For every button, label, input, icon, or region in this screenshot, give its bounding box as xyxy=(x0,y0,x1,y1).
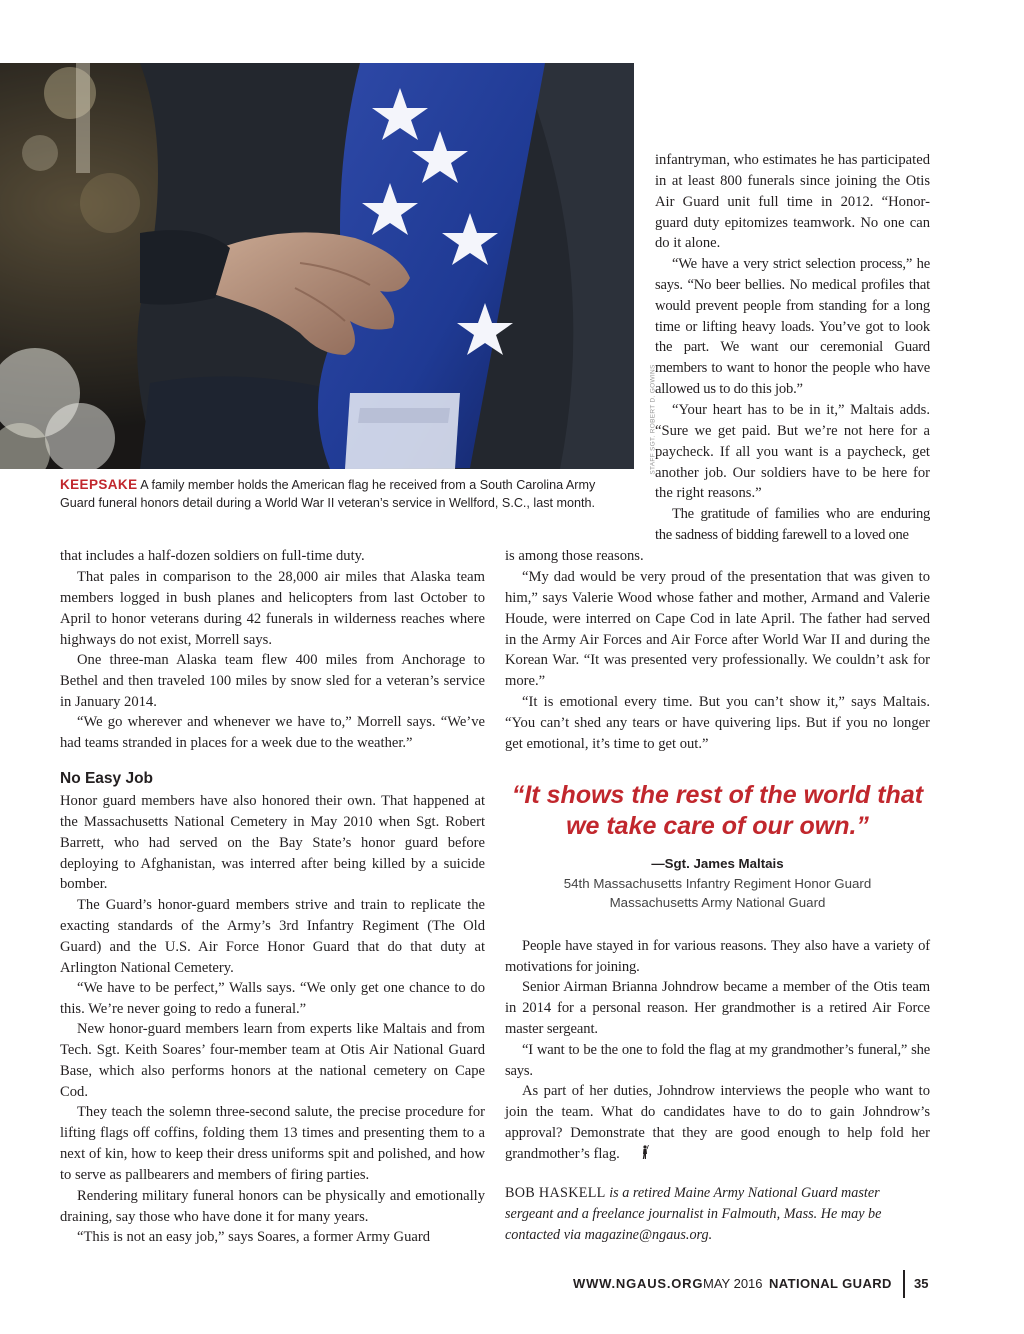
paragraph: New honor-guard members learn from experts like Maltais and from Tech. Sgt. Keith Soares’ four-member team at Otis Air National Guard Base, which also performs honors at the national cemetery on Cape Cod. xyxy=(60,1021,485,1100)
paragraph: “It is emotional every time. But you can’t show it,” says Maltais. “You can’t shed any tears or have quivering lips. But if you no longer get emotional, it’s time to get out.” xyxy=(505,694,930,752)
paragraph: “We have a very strict selection process,” he says. “No beer bellies. No medical profiles that would prevent people from standing for a long time or lifting heavy loads. You’ve got to look the part. We want our ceremonial Guard members to want to honor the people who have allowed us to do this job.” xyxy=(655,256,930,398)
footer-url[interactable]: WWW.NGAUS.ORG xyxy=(573,1276,704,1291)
author-bio-text: is a retired Maine Army National Guard master sergeant and a freelance journalist in Falmouth, Mass. He may be contacted via magazine@ngaus.org. xyxy=(505,1185,882,1243)
pull-quote-text: “It shows the rest of the world that we take care of our own.” xyxy=(511,781,924,840)
author-bio xyxy=(505,1183,930,1246)
soldier-end-mark-icon xyxy=(624,1145,632,1159)
paragraph: “My dad would be very proud of the presentation that was given to him,” says Valerie Wood whose father and mother, Armand and Valerie Houde, were interred on Cape Cod in late April. The father had served in the Army Air Forces and Air Force after World War II and during the Korean War. “It was presented very professionally. We couldn’t ask for more.” xyxy=(505,569,930,690)
paragraph: Rendering military funeral honors can be physically and emotionally draining, say those who have done it for many years. xyxy=(60,1188,485,1225)
paragraph: That pales in comparison to the 28,000 air miles that Alaska team members logged in bush planes and helicopters from last October to April to honor veterans during 42 funerals in wilderness reaches where highways do not exist, Morrell says. xyxy=(60,569,485,648)
folded-flag-photo xyxy=(0,63,634,469)
footer-magazine-name: NATIONAL GUARD xyxy=(769,1276,892,1291)
paragraph: “Your heart has to be in it,” Maltais adds. “Sure we get paid. But we’re not here for a paycheck. If all you want is a paycheck, get another job. Our soldiers have to be here for the right reasons.” xyxy=(655,402,930,502)
paragraph: Honor guard members have also honored their own. That happened at the Massachusetts National Cemetery in May 2010 when Sgt. Robert Barrett, who had served on the Bay State’s honor guard before deploying to Afghanistan, was interred after being killed by a suicide bomber. xyxy=(60,793,485,893)
page-footer xyxy=(571,1270,946,1298)
paragraph: The gratitude of families who are enduring the sadness of bidding farewell to a loved one xyxy=(655,506,930,543)
paragraph: “We have to be perfect,” Walls says. “We only get one chance to do this. We’re never going to redo a funeral.” xyxy=(60,980,485,1017)
paragraph xyxy=(505,1081,930,1164)
paragraph: People have stayed in for various reasons. They also have a variety of motivations for joining. xyxy=(505,938,930,975)
paragraph: They teach the solemn three-second salute, the precise procedure for lifting flags off coffins, folding them 13 times and presenting them to a next of kin, how to keep their dress uniforms spit and polished, and how to serve as pallbearers and members of firing parties. xyxy=(60,1104,485,1183)
footer-divider xyxy=(903,1270,905,1298)
caption-text: A family member holds the American flag he received from a South Carolina Army Guard funeral honors detail during a World War II veteran’s service in Wellford, S.C., last month. xyxy=(60,478,596,510)
author-name: BOB HASKELL xyxy=(505,1185,606,1201)
paragraph: that includes a half-dozen soldiers on full-time duty. xyxy=(60,548,365,564)
pull-quote-affiliation: Massachusetts Army National Guard xyxy=(609,895,826,910)
page-number: 35 xyxy=(914,1276,929,1291)
pull-quote-affiliation: 54th Massachusetts Infantry Regiment Honor Guard xyxy=(563,876,872,891)
footer-date: MAY 2016 xyxy=(703,1276,763,1291)
paragraph: One three-man Alaska team flew 400 miles from Anchorage to Bethel and then traveled 100 miles by snow sled for a veteran’s service in January 2014. xyxy=(60,652,485,710)
pull-quote xyxy=(505,780,930,912)
paragraph: Senior Airman Brianna Johndrow became a member of the Otis team in 2014 for a personal reason. Her grandmother is a retired Air Force master sergeant. xyxy=(505,979,930,1037)
paragraph: infantryman, who estimates he has participated in at least 800 funerals since joining the Otis Air Guard unit full time in 2012. “Honor-guard duty epitomizes teamwork. No one can do it alone. xyxy=(655,152,930,252)
paragraph: The Guard’s honor-guard members strive and train to replicate the exacting standards of the Army’s 3rd Infantry Regiment (The Old Guard) and the U.S. Air Force Honor Guard that do that duty at Arlington National Cemetery. xyxy=(60,897,485,976)
paragraph: “This is not an easy job,” says Soares, a former Army Guard xyxy=(77,1229,431,1245)
paragraph: is among those reasons. xyxy=(505,548,644,564)
photo-credit: STAFF SGT. ROBERT D. GOWINS xyxy=(649,364,657,475)
section-heading: No Easy Job xyxy=(60,770,154,787)
paragraph: “I want to be the one to fold the flag at my grandmother’s funeral,” she says. xyxy=(505,1042,930,1079)
paragraph-text: As part of her duties, Johndrow interviews the people who want to join the team. What do candidates have to do to gain Johndrow’s approval? Demonstrate that they are good enough to help fold her grandmother’s flag. xyxy=(505,1083,930,1162)
pull-quote-attribution: —Sgt. James Maltais xyxy=(651,856,784,871)
caption-keyword: KEEPSAKE xyxy=(60,477,138,492)
photo-caption xyxy=(60,476,625,512)
paragraph: “We go wherever and whenever we have to,” Morrell says. “We’ve had teams stranded in places for a week due to the weather.” xyxy=(60,714,485,751)
